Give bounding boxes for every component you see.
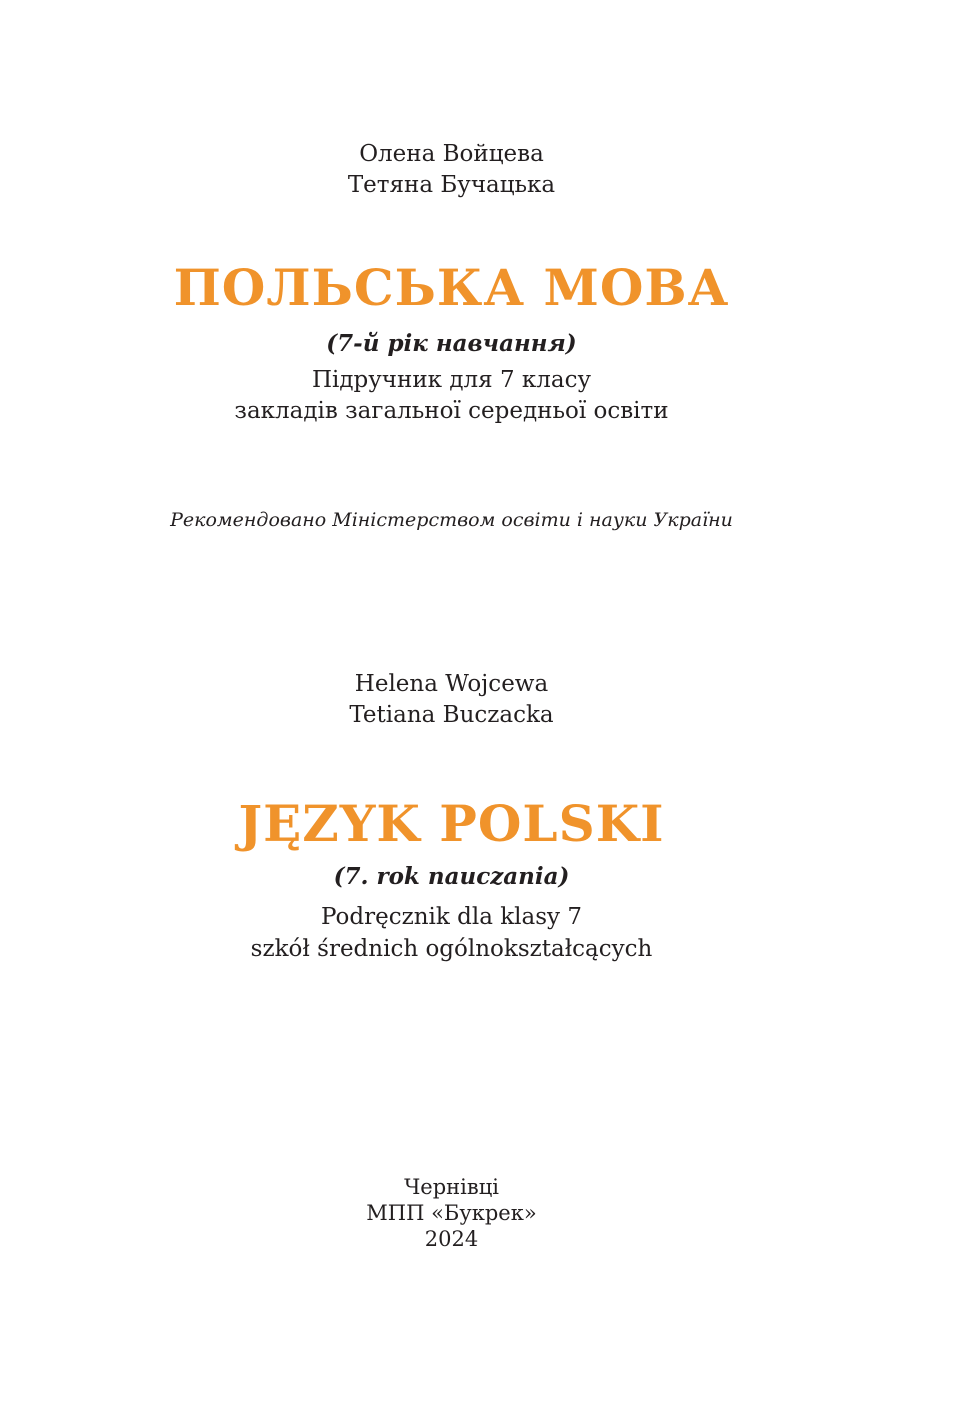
ua-description-2: закладів загальної середньої освіти [234, 398, 669, 424]
pl-author-1: Helena Wojcewa [354, 671, 549, 697]
pl-author-2: Tetiana Buczacka [349, 702, 554, 728]
pl-subtitle: (7. rok nauczania) [333, 863, 570, 890]
ua-author-2: Тетяна Бучацька [347, 172, 556, 198]
ua-description-1: Підручник для 7 класу [311, 367, 592, 393]
ua-book-title: ПОЛЬСЬКА МОВА [173, 258, 730, 317]
pl-description-2: szkół średnich ogólnokształcących [250, 936, 653, 962]
pl-book-title: JĘZYK POLSKI [238, 794, 665, 853]
ua-recommendation: Рекомендовано Міністерством освіти і науки України [170, 509, 733, 531]
imprint-year: 2024 [424, 1227, 479, 1251]
imprint-publisher: МПП «Букрек» [366, 1201, 537, 1225]
ua-subtitle: (7-й рік навчання) [326, 330, 577, 357]
imprint-city: Чернівці [404, 1175, 499, 1199]
ua-author-1: Олена Войцева [359, 141, 544, 167]
pl-description-1: Podręcznik dla klasy 7 [321, 904, 582, 930]
